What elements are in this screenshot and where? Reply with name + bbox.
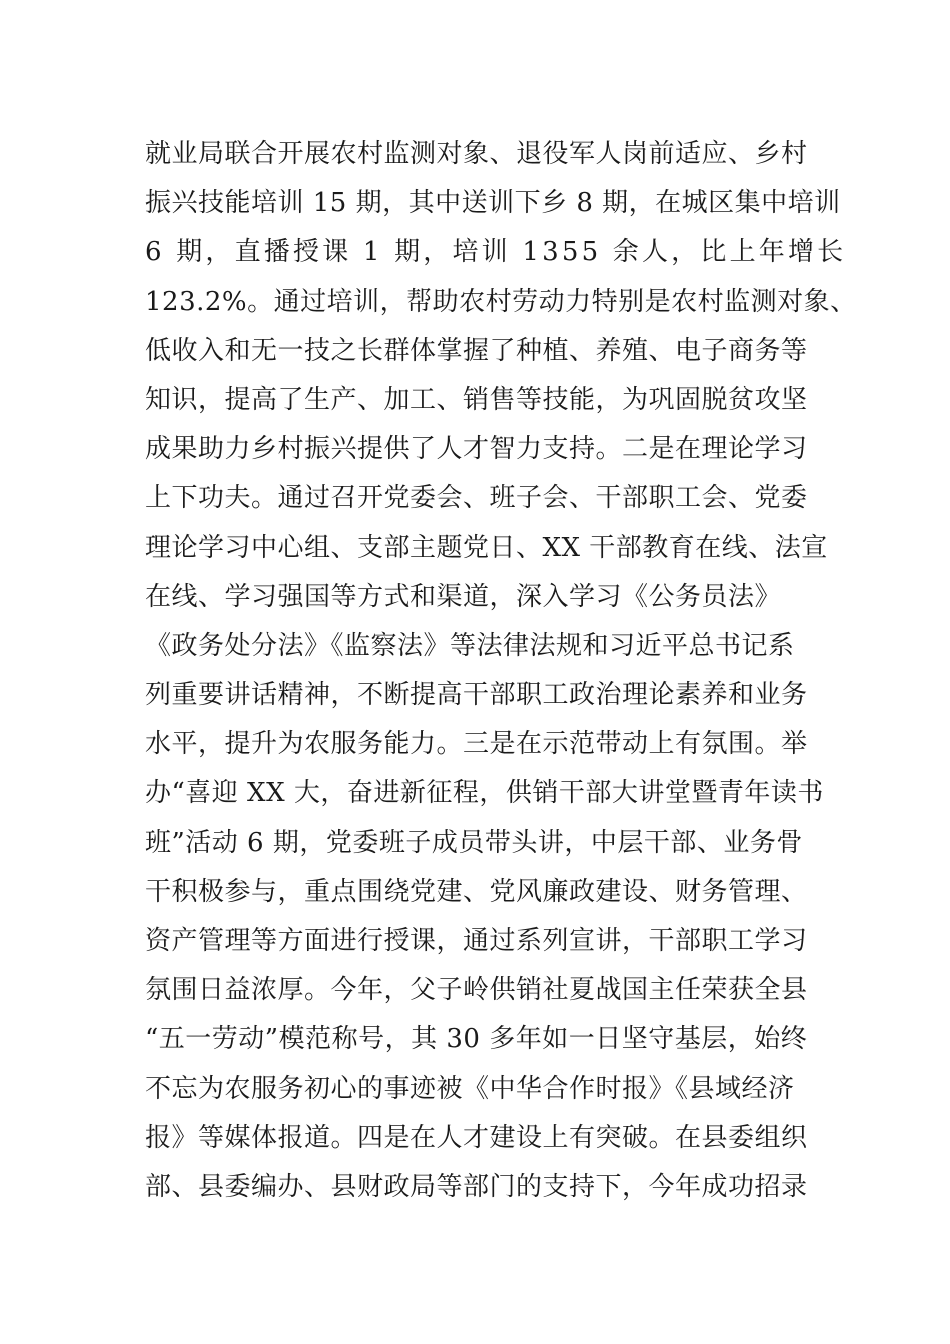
- text-line: 知识，提高了生产、加工、销售等技能，为巩固脱贫攻坚: [145, 384, 808, 415]
- body-text: [145, 130, 857, 1212]
- text-line: 水平，提升为农服务能力。三是在示范带动上有氛围。举: [145, 729, 808, 760]
- text-line: 成果助力乡村振兴提供了人才智力支持。二是在理论学习: [145, 434, 808, 465]
- text-line: 班”活动 6 期，党委班子成员带头讲，中层干部、业务骨: [145, 827, 803, 858]
- text-line: 低收入和无一技之长群体掌握了种植、养殖、电子商务等: [145, 335, 808, 366]
- text-line: “五一劳动”模范称号，其 30 多年如一日坚守基层，始终: [145, 1024, 808, 1055]
- text-line: 办“喜迎 XX 大，奋进新征程，供销干部大讲堂暨青年读书: [145, 778, 824, 809]
- text-line: 不忘为农服务初心的事迹被《中华合作时报》《县域经济: [145, 1073, 795, 1104]
- text-line: 理论学习中心组、支部主题党日、XX 干部教育在线、法宣: [145, 532, 828, 563]
- text-line: 报》等媒体报道。四是在人才建设上有突破。在县委组织: [145, 1122, 808, 1153]
- text-line: 上下功夫。通过召开党委会、班子会、干部职工会、党委: [145, 483, 808, 514]
- text-line: 列重要讲话精神，不断提高干部职工政治理论素养和业务: [145, 680, 808, 711]
- text-line: 在线、学习强国等方式和渠道，深入学习《公务员法》: [145, 581, 782, 612]
- text-line: 6 期，直播授课 1 期，培训 1355 余人，比上年增长: [145, 237, 847, 268]
- text-line: 振兴技能培训 15 期，其中送训下乡 8 期，在城区集中培训: [145, 188, 841, 219]
- text-line: 干积极参与，重点围绕党建、党风廉政建设、财务管理、: [145, 876, 808, 907]
- text-line: 部、县委编办、县财政局等部门的支持下，今年成功招录: [145, 1171, 808, 1202]
- text-line: 123.2%。通过培训，帮助农村劳动力特别是农村监测对象、: [145, 286, 857, 317]
- text-line: 《政务处分法》《监察法》等法律法规和习近平总书记系: [145, 630, 795, 661]
- text-line: 资产管理等方面进行授课，通过系列宣讲，干部职工学习: [145, 926, 808, 956]
- text-line: 氛围日益浓厚。今年，父子岭供销社夏战国主任荣获全县: [145, 975, 808, 1006]
- text-line: 就业局联合开展农村监测对象、退役军人岗前适应、乡村: [145, 139, 808, 169]
